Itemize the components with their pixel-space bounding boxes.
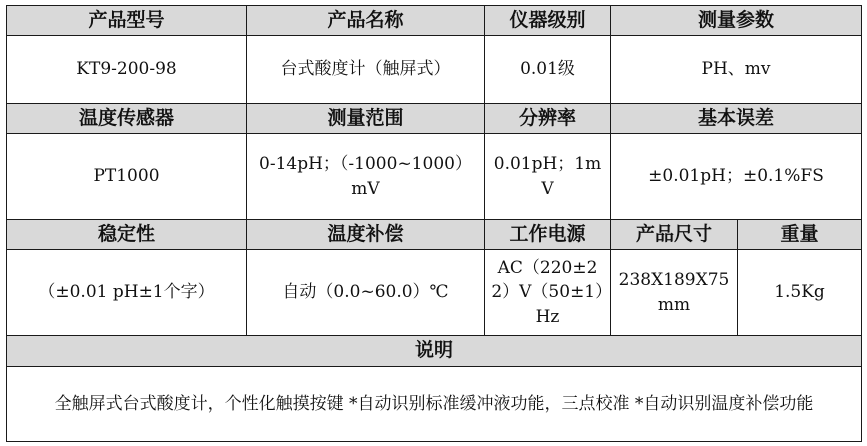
note-header-row — [7, 336, 862, 367]
header-cell: 基本误差 — [611, 104, 862, 134]
value-cell: KT9-200-98 — [7, 36, 247, 104]
value-row-3 — [7, 250, 862, 336]
value-cell: 自动（0.0~60.0）℃ — [247, 250, 485, 336]
header-cell: 产品尺寸 — [611, 220, 738, 250]
value-cell: 0-14pH；（-1000~1000）mV — [247, 134, 485, 220]
header-cell: 测量参数 — [611, 6, 862, 36]
value-cell: PT1000 — [7, 134, 247, 220]
header-cell: 温度补偿 — [247, 220, 485, 250]
header-cell: 测量范围 — [247, 104, 485, 134]
header-cell: 产品名称 — [247, 6, 485, 36]
header-row-2 — [7, 104, 862, 134]
header-cell: 仪器级别 — [485, 6, 611, 36]
note-title: 说明 — [7, 336, 862, 367]
note-text: 全触屏式台式酸度计，个性化触摸按键 *自动识别标准缓冲液功能，三点校准 *自动识别温度补偿功能 — [7, 367, 862, 442]
value-cell: AC（220±22）V（50±1）Hz — [485, 250, 611, 336]
note-row — [7, 367, 862, 442]
value-cell: 238X189X75mm — [611, 250, 738, 336]
header-cell: 温度传感器 — [7, 104, 247, 134]
value-cell: 0.01级 — [485, 36, 611, 104]
value-cell: PH、mv — [611, 36, 862, 104]
value-cell: 1.5Kg — [738, 250, 862, 336]
value-row-1 — [7, 36, 862, 104]
spec-table — [6, 5, 862, 442]
value-row-2 — [7, 134, 862, 220]
value-cell: ±0.01pH；±0.1%FS — [611, 134, 862, 220]
value-cell: 0.01pH；1mV — [485, 134, 611, 220]
header-cell: 工作电源 — [485, 220, 611, 250]
header-cell: 重量 — [738, 220, 862, 250]
header-cell: 分辨率 — [485, 104, 611, 134]
value-cell: （±0.01 pH±1个字） — [7, 250, 247, 336]
header-row-3 — [7, 220, 862, 250]
header-row-1 — [7, 6, 862, 36]
value-cell: 台式酸度计（触屏式） — [247, 36, 485, 104]
header-cell: 产品型号 — [7, 6, 247, 36]
header-cell: 稳定性 — [7, 220, 247, 250]
